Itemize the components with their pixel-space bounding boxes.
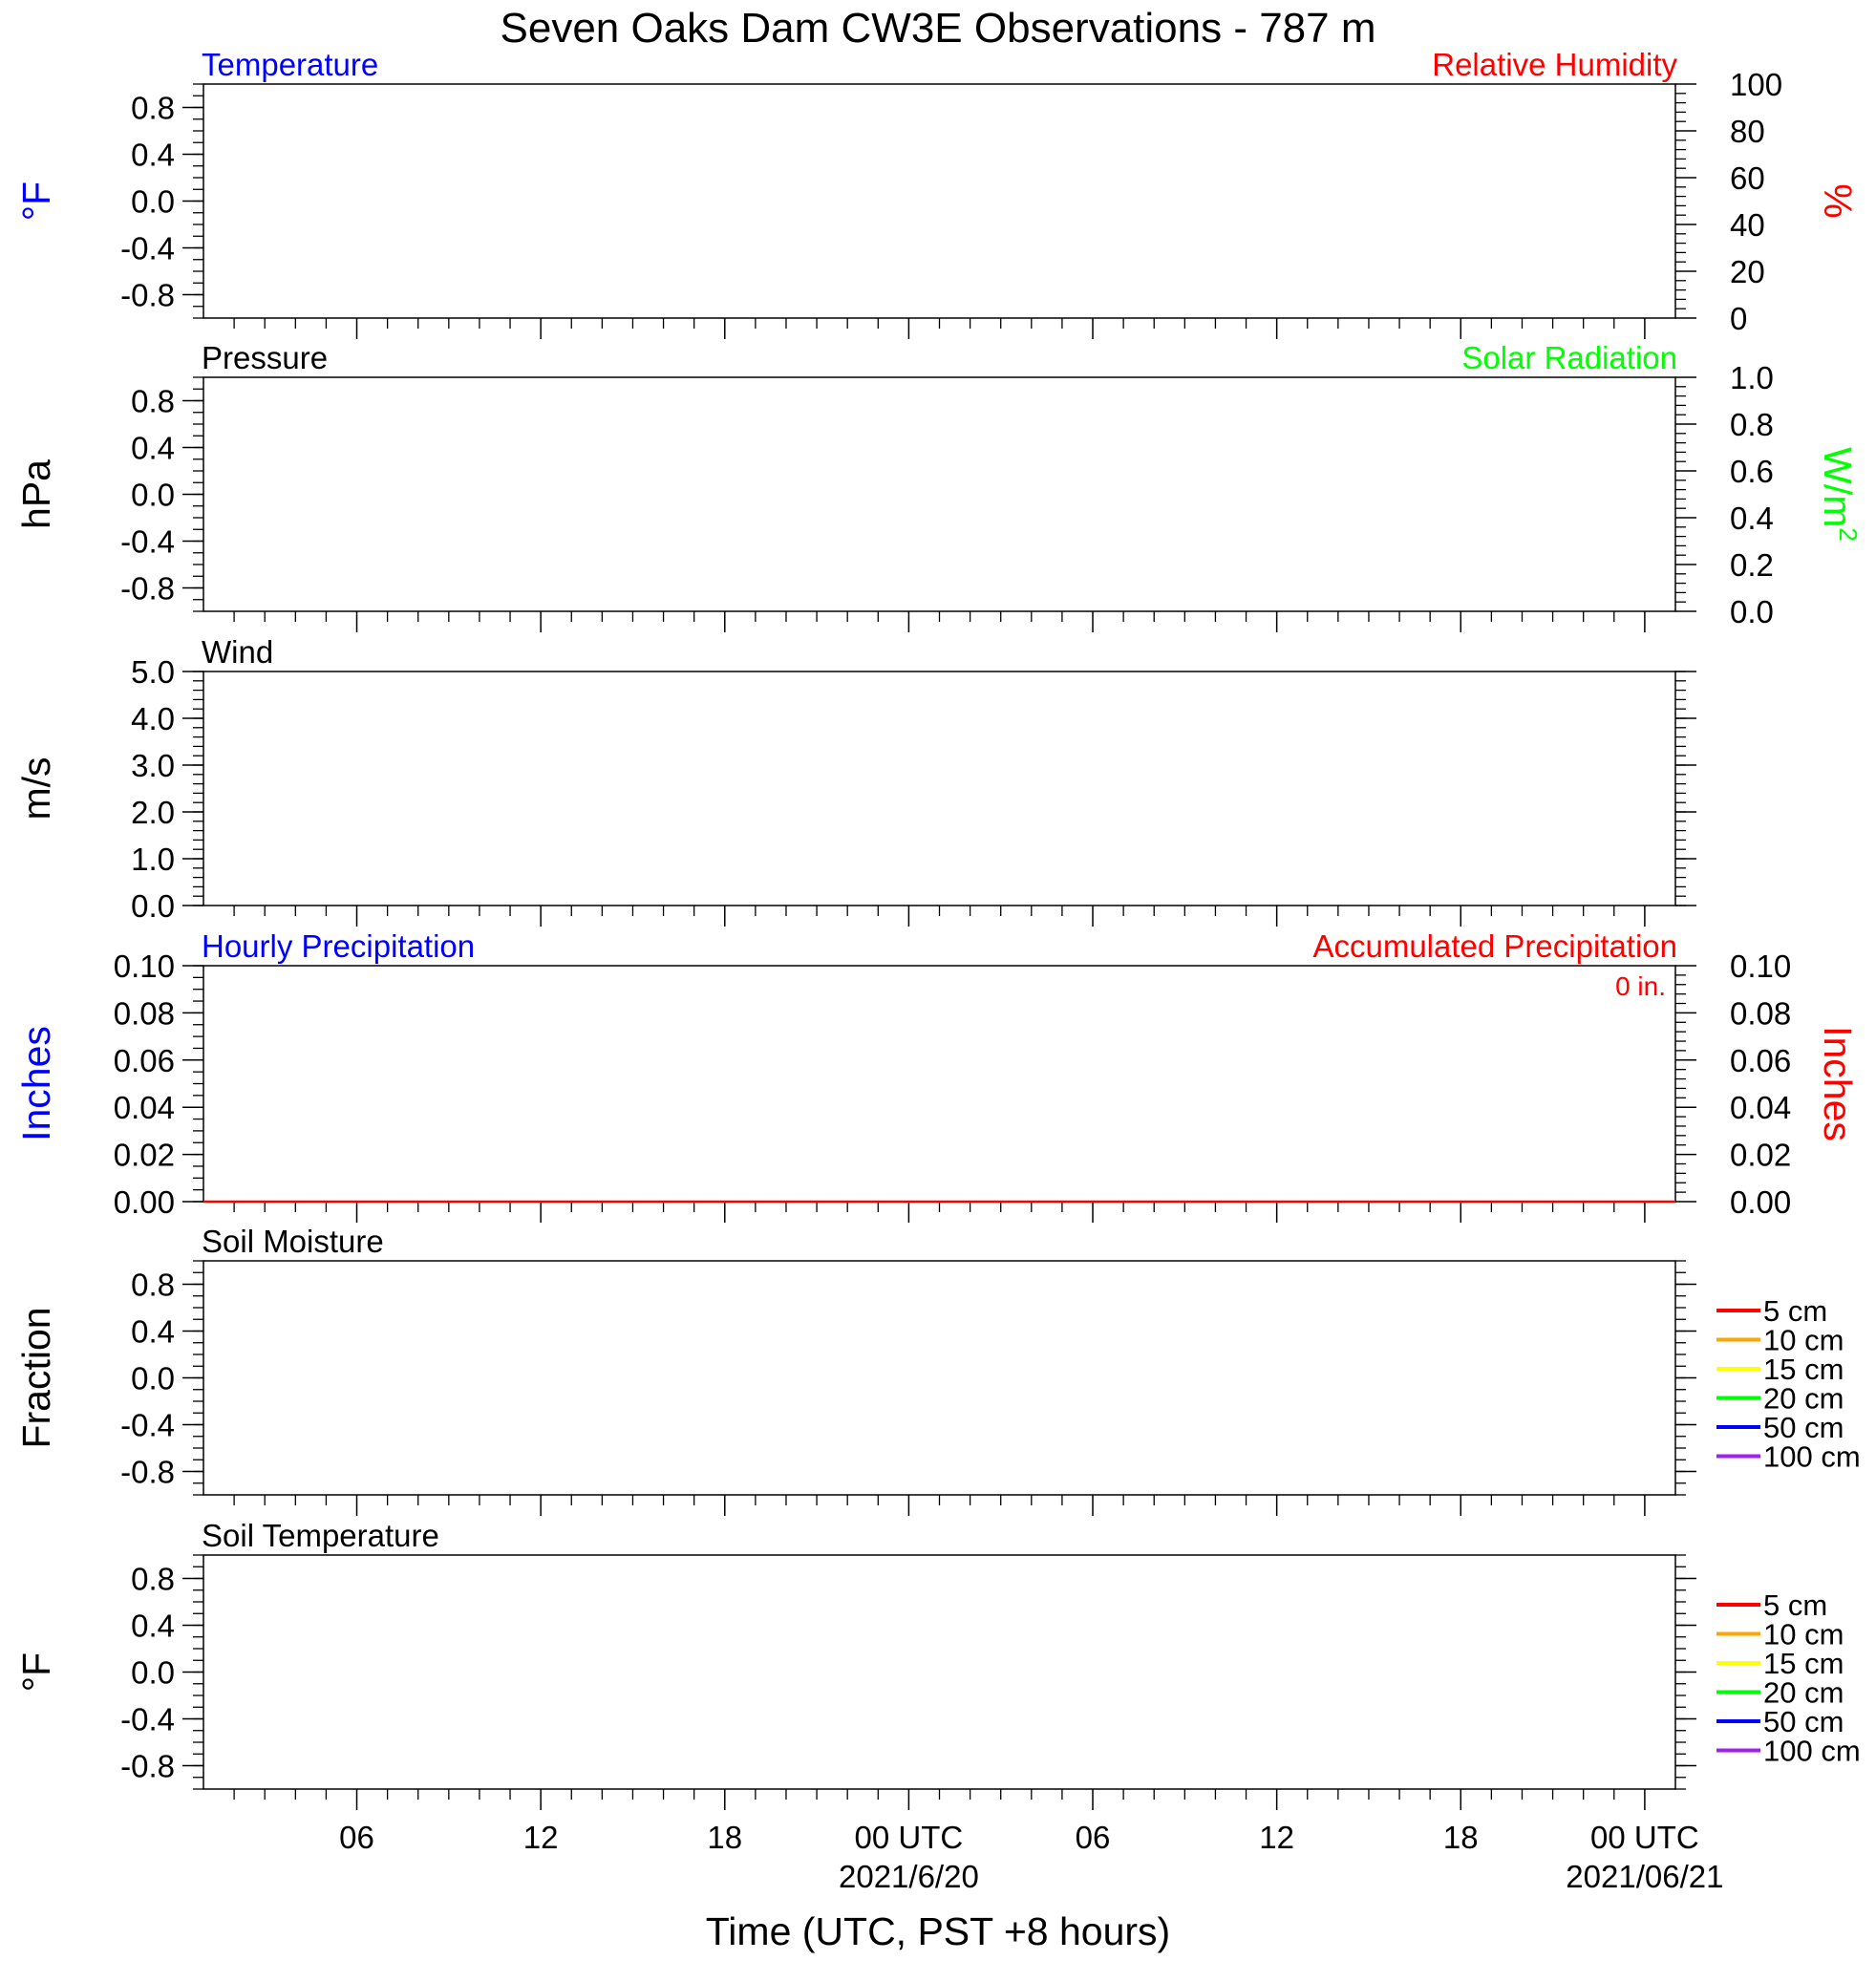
y-tick-label: 0.4 [131, 430, 175, 466]
y-tick-label: 4.0 [131, 701, 175, 736]
y-right-tick-label: 0.02 [1730, 1137, 1792, 1173]
y-tick-label: 0.0 [131, 477, 175, 513]
y-tick-label: 0.8 [131, 1267, 175, 1303]
y-right-tick-label: 0.8 [1730, 407, 1774, 442]
legend-label: 15 cm [1763, 1353, 1844, 1386]
y-tick-label: 0.02 [113, 1137, 175, 1173]
y-axis-label-right [1816, 447, 1863, 542]
y-right-tick-label: 0.4 [1730, 501, 1774, 536]
y-tick-label: 5.0 [131, 654, 175, 690]
y-tick-label: 1.0 [131, 842, 175, 877]
x-tick-label: 18 [707, 1820, 743, 1855]
y-right-tick-label: 0.6 [1730, 454, 1774, 489]
y-right-tick-label: 1.0 [1730, 360, 1774, 395]
y-axis-label-right [1816, 1026, 1860, 1141]
y-tick-label: -0.4 [120, 1407, 175, 1443]
legend-label: 15 cm [1763, 1647, 1844, 1680]
plot-frame [203, 84, 1675, 318]
y-tick-label: 0.08 [113, 995, 175, 1032]
x-date-label: 2021/6/20 [838, 1859, 979, 1894]
x-tick-label: 18 [1442, 1820, 1479, 1855]
x-axis-label: Time (UTC, PST +8 hours) [705, 1909, 1171, 1953]
y-axis-label-right-text: % [1816, 183, 1860, 219]
y-tick-label: -0.4 [120, 1701, 175, 1737]
y-tick-label: 0.04 [113, 1090, 175, 1126]
y-tick-label: 0.0 [131, 183, 175, 220]
panel-title-right: Solar Radiation [1461, 340, 1677, 375]
x-tick-label: 12 [522, 1820, 559, 1855]
y-axis-label-right-superscript: 2 [1834, 527, 1863, 542]
y-tick-label: 0.4 [131, 1313, 175, 1350]
time-axis [339, 1820, 1723, 1894]
legend-label: 10 cm [1763, 1323, 1844, 1357]
y-tick-label: -0.8 [120, 277, 175, 313]
y-right-tick-label: 0.0 [1730, 594, 1774, 629]
y-tick-label: -0.8 [120, 570, 175, 607]
panel-title-left: Hourly Precipitation [202, 928, 476, 964]
panels [14, 47, 1863, 1810]
x-tick-label: 06 [1075, 1820, 1111, 1855]
y-axis-label-left: m/s [14, 757, 58, 821]
y-tick-label: 3.0 [131, 748, 175, 783]
plot-frame [203, 671, 1675, 906]
legend-label: 20 cm [1763, 1381, 1844, 1416]
legend-label: 5 cm [1763, 1588, 1828, 1622]
y-right-tick-label: 0.2 [1730, 547, 1774, 583]
panel-wind [14, 634, 1696, 927]
legend-label: 50 cm [1763, 1705, 1844, 1738]
y-right-tick-label: 0.04 [1730, 1090, 1792, 1126]
y-tick-label: 0.00 [113, 1184, 175, 1220]
y-tick-label: 0.4 [131, 137, 175, 173]
panel-soil-moisture [14, 1224, 1861, 1516]
y-right-tick-label: 0.06 [1730, 1042, 1792, 1078]
panel-title-left: Temperature [202, 47, 379, 82]
legend-label: 5 cm [1763, 1294, 1828, 1328]
x-tick-label: 00 UTC [854, 1820, 964, 1855]
plot-frame [203, 1555, 1675, 1789]
y-axis-label-right-text: Inches [1816, 1026, 1860, 1141]
legend-label: 100 cm [1763, 1734, 1861, 1768]
y-axis-label-left: °F [14, 181, 58, 222]
legend-label: 50 cm [1763, 1411, 1844, 1444]
plot-frame [203, 966, 1675, 1202]
y-axis-label-left: °F [14, 1652, 58, 1693]
legend-label: 20 cm [1763, 1675, 1844, 1710]
y-right-tick-label: 0.08 [1730, 995, 1792, 1032]
y-right-tick-label: 20 [1730, 254, 1765, 289]
y-axis-label-left: Inches [14, 1026, 58, 1141]
y-tick-label: -0.4 [120, 523, 175, 560]
panel-temperature [14, 47, 1860, 339]
panel-soil-temperature [14, 1518, 1861, 1810]
x-tick-label: 00 UTC [1590, 1820, 1699, 1855]
panel-title-right: Accumulated Precipitation [1312, 928, 1677, 964]
x-tick-label: 06 [339, 1820, 374, 1855]
legend [1716, 1294, 1861, 1474]
y-tick-label: 0.4 [131, 1608, 175, 1644]
plot-frame [203, 1261, 1675, 1495]
y-tick-label: -0.4 [120, 230, 175, 266]
y-right-tick-label: 60 [1730, 160, 1765, 196]
y-right-tick-label: 0 [1730, 301, 1748, 336]
panel-pressure [14, 340, 1863, 632]
panel-precipitation [14, 928, 1860, 1223]
y-tick-label: 0.8 [131, 90, 175, 126]
y-axis-label-left: Fraction [14, 1307, 58, 1449]
panel-title-right: Relative Humidity [1432, 47, 1677, 82]
y-tick-label: -0.8 [120, 1454, 175, 1490]
y-axis-label-right [1816, 183, 1860, 218]
x-date-label: 2021/06/21 [1566, 1859, 1724, 1894]
y-tick-label: 0.06 [113, 1042, 175, 1078]
plot-frame [203, 377, 1675, 611]
y-tick-label: 2.0 [131, 795, 175, 830]
y-tick-label: 0.0 [131, 1654, 175, 1691]
y-right-tick-label: 0.00 [1730, 1184, 1792, 1220]
y-right-tick-label: 80 [1730, 114, 1765, 149]
y-right-tick-label: 100 [1730, 67, 1783, 102]
legend [1716, 1588, 1861, 1768]
panel-title-left: Soil Moisture [202, 1224, 384, 1259]
y-tick-label: 0.8 [131, 1561, 175, 1597]
y-tick-label: 0.10 [113, 949, 175, 984]
y-tick-label: 0.0 [131, 1360, 175, 1396]
legend-label: 10 cm [1763, 1617, 1844, 1652]
y-axis-label-left: hPa [14, 459, 58, 529]
legend-label: 100 cm [1763, 1439, 1861, 1474]
y-tick-label: 0.8 [131, 383, 175, 419]
y-tick-label: -0.8 [120, 1748, 175, 1784]
panel-title-left: Soil Temperature [202, 1518, 439, 1553]
y-tick-label: 0.0 [131, 888, 175, 924]
figure-title: Seven Oaks Dam CW3E Observations - 787 m [500, 5, 1376, 52]
panel-title-left: Wind [202, 634, 274, 670]
x-tick-label: 12 [1259, 1820, 1295, 1855]
accumulated-total-label: 0 in. [1615, 971, 1666, 1001]
y-right-tick-label: 40 [1730, 207, 1765, 243]
panel-title-left: Pressure [202, 340, 329, 375]
y-right-tick-label: 0.10 [1730, 949, 1792, 984]
y-axis-label-right-text: W/m [1816, 447, 1860, 528]
